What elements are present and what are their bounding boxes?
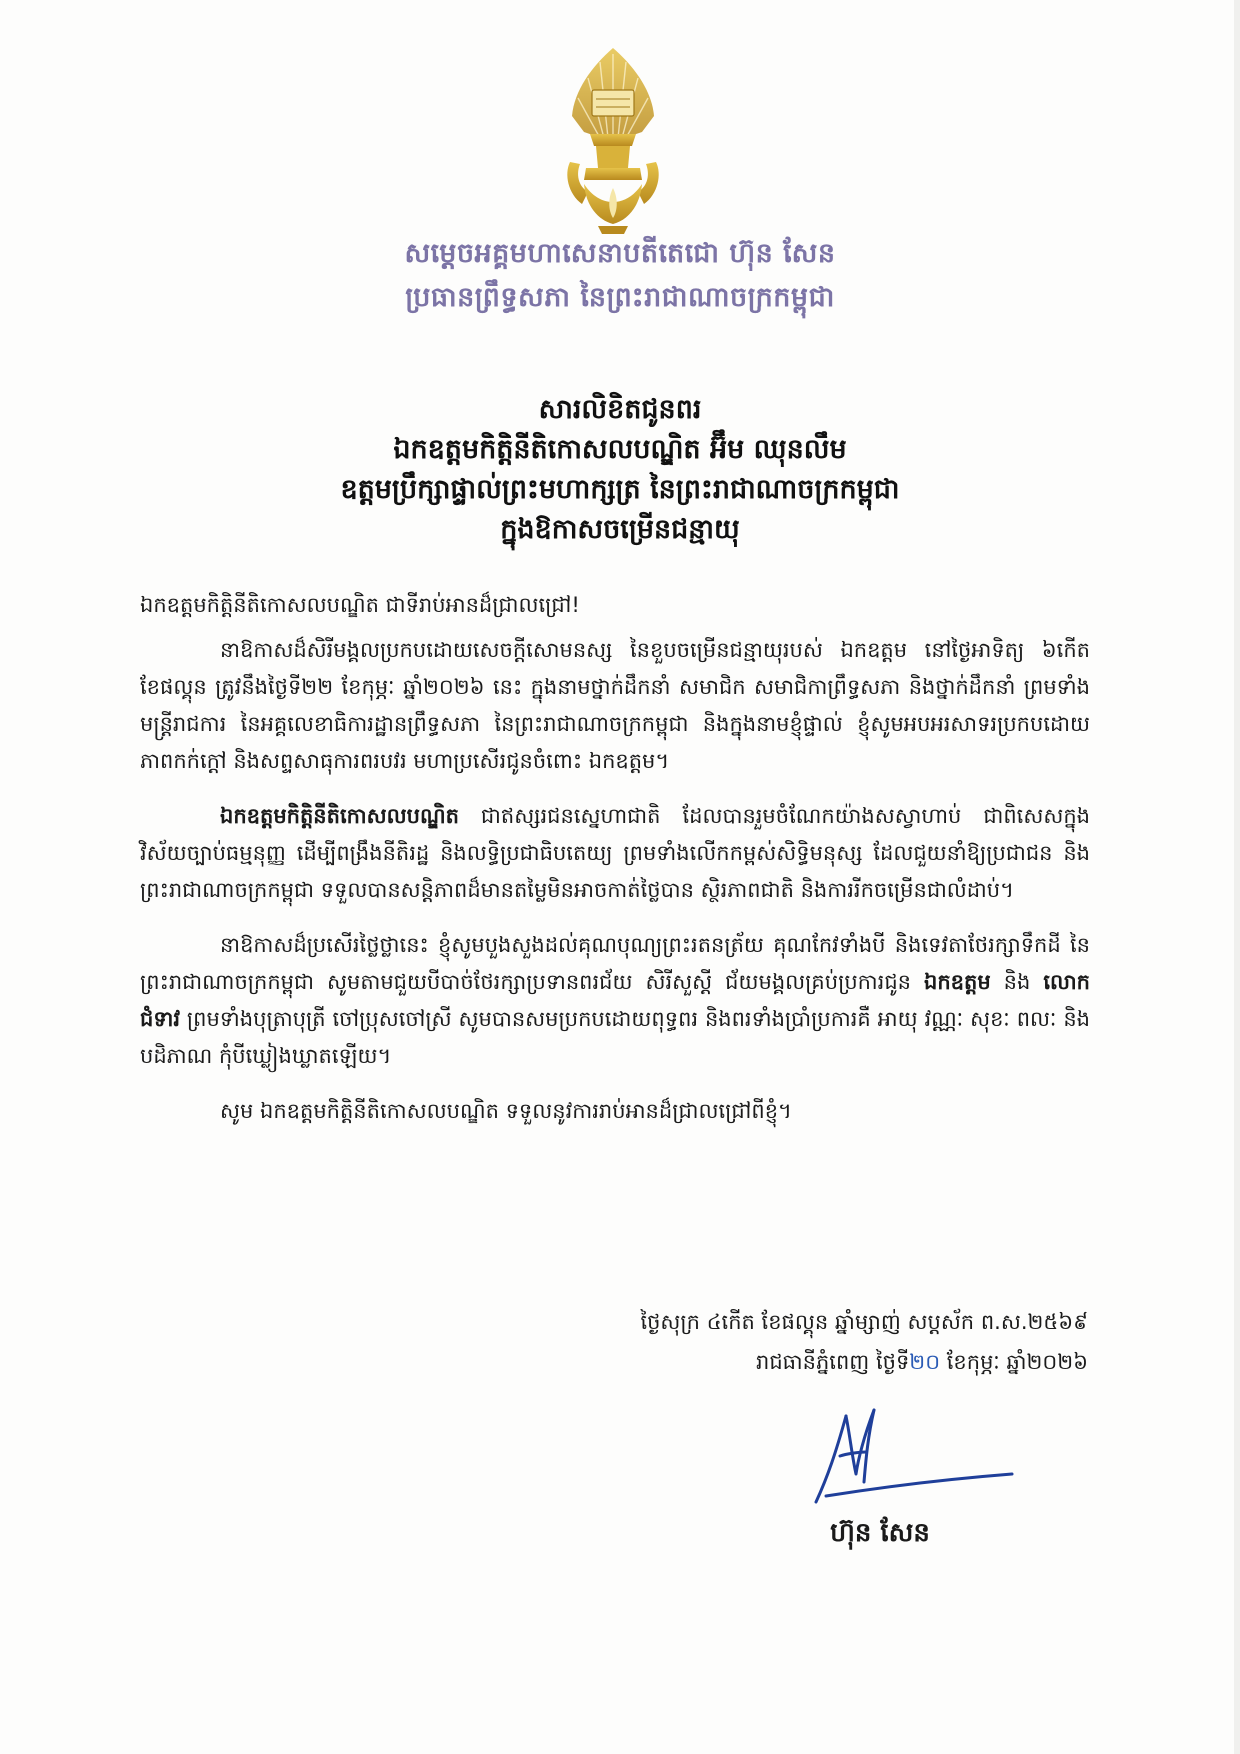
heading-line-3: ឧត្តមប្រឹក្សាផ្ទាល់ព្រះមហាក្សត្រ នៃព្រះរាជាណាចក្រកម្ពុជា [340, 474, 900, 505]
paragraph-2-lead: ឯកឧត្តមកិត្តិនីតិកោសលបណ្ឌិត [220, 804, 459, 828]
solar-date-place: រាជធានីភ្នំពេញ ថ្ងៃទី [755, 1350, 910, 1374]
letter-body [140, 588, 1090, 1138]
letterhead-name: សម្តេចអគ្គមហាសេនាបតីតេជោ ហ៊ុន សែន [404, 238, 836, 269]
paragraph-3 [140, 927, 1090, 1075]
letterhead [0, 232, 1240, 320]
paragraph-4: សូម ឯកឧត្តមកិត្តិនីតិកោសលបណ្ឌិត ទទួលនូវការរាប់អានដ៏ជ្រាលជ្រៅពីខ្ញុំ។ [220, 1099, 792, 1123]
solar-date-day: ២០ [909, 1350, 941, 1374]
letter-heading [0, 390, 1240, 550]
paragraph-3-bold-1: ឯកឧត្តម [924, 970, 991, 994]
signer-name: ហ៊ុន សែន [830, 1518, 930, 1548]
paragraph-3-text-mid: និង [990, 970, 1044, 994]
paragraph-1: នាឱកាសដ៏សិរីមង្គលប្រកបដោយសេចក្តីសោមនស្ស នៃខួបចម្រើនជន្មាយុរបស់ ឯកឧត្តម នៅថ្ងៃអាទិត្យ ៦កើត ខែផល្គុន ត្រូវនឹងថ្ងៃទី២២ ខែកុម្ភៈ ឆ្នាំ២០២៦ នេះ ក្នុងនាមថ្នាក់ដឹកនាំ សមាជិក សមាជិកាព្រឹទ្ធសភា និងថ្នាក់ដឹកនាំ ព្រមទាំងមន្ត្រីរាជការ នៃអគ្គលេខាធិការដ្ឋានព្រឹទ្ធសភា នៃព្រះរាជាណាចក្រកម្ពុជា និងក្នុងនាមខ្ញុំផ្ទាល់ ខ្ញុំសូមអបអរសាទរប្រកបដោយភាពកក់ក្តៅ និងសព្ទសាធុការពរបវរ មហាប្រសើរជូនចំពោះ ឯកឧត្តម។ [140, 638, 1090, 773]
solar-date-month-year: ខែកុម្ភៈ ឆ្នាំ២០២៦ [940, 1350, 1088, 1374]
date-block [640, 1302, 1088, 1382]
handwritten-signature [806, 1396, 1026, 1516]
paragraph-3-text-c: ព្រមទាំងបុត្រាបុត្រី ចៅប្រុសចៅស្រី សូមបានសមប្រកបដោយពុទ្ធពរ និងពរទាំងប្រាំប្រការគឺ អាយុ វណ្ណៈ សុខៈ ពលៈ និងបដិភាណ កុំបីឃ្លៀងឃ្លាតឡើយ។ [140, 1007, 1090, 1068]
page-edge [1234, 0, 1240, 1754]
salutation: ឯកឧត្តមកិត្តិនីតិកោសលបណ្ឌិត ជាទីរាប់អានដ៏ជ្រាលជ្រៅ! [140, 593, 580, 617]
senate-emblem-icon [562, 46, 664, 236]
paragraph-2-text: ជាឥស្សរជនស្នេហាជាតិ ដែលបានរួមចំណែកយ៉ាងសស្វាហាប់ ជាពិសេសក្នុងវិស័យច្បាប់ធម្មនុញ្ញ ដើម្បីពង្រឹងនីតិរដ្ឋ និងលទ្ធិប្រជាធិបតេយ្យ ព្រមទាំងលើកកម្ពស់សិទ្ធិមនុស្ស ដែលជួយនាំឱ្យប្រជាជន និងព្រះរាជាណាចក្រកម្ពុជា ទទួលបានសន្តិភាពដ៏មានតម្លៃមិនអាចកាត់ថ្លៃបាន ស្ថិរភាពជាតិ និងការរីកចម្រើនជាលំដាប់។ [140, 804, 1090, 902]
heading-line-4: ក្នុងឱកាសចម្រើនជន្មាយុ [500, 514, 740, 545]
lunar-date: ថ្ងៃសុក្រ ៤កើត ខែផល្គុន ឆ្នាំម្សាញ់ សប្តស័ក ព.ស.២៥៦៩ [640, 1310, 1088, 1334]
letterhead-title: ប្រធានព្រឹទ្ធសភា នៃព្រះរាជាណាចក្រកម្ពុជា [405, 282, 835, 313]
heading-line-1: សារលិខិតជូនពរ [538, 394, 702, 425]
paragraph-3-text-a: នាឱកាសដ៏ប្រសើរថ្លៃថ្លានេះ ខ្ញុំសូមបួងសួងដល់គុណបុណ្យព្រះរតនត្រ័យ គុណកែវទាំងបី និងទេវតាថែរក្សាទឹកដី នៃព្រះរាជាណាចក្រកម្ពុជា សូមតាមជួយបីបាច់ថែរក្សាប្រទានពរជ័យ សិរីសួស្តី ជ័យមង្គលគ្រប់ប្រការជូន [140, 933, 1090, 994]
paragraph-3-bold-2: លោកជំទាវ [140, 970, 1091, 1031]
heading-line-2: ឯកឧត្តមកិត្តិនីតិកោសលបណ្ឌិត អ៊ឹម ឈុនលឹម [393, 434, 847, 465]
solar-date [640, 1342, 1088, 1382]
paragraph-2 [140, 798, 1090, 909]
